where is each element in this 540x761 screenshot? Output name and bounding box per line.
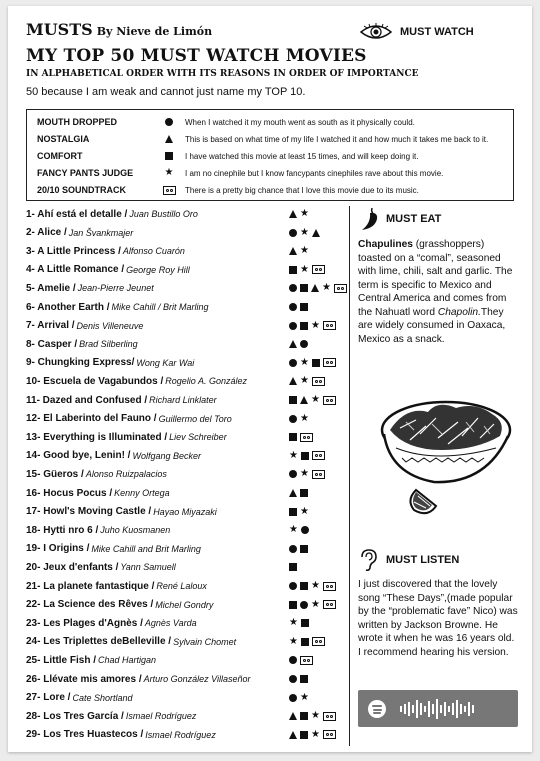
- triangle-icon: [289, 731, 297, 739]
- movie-director: Jan Švankmajer: [68, 227, 134, 238]
- triangle-icon: [289, 340, 297, 348]
- square-icon: [300, 489, 308, 497]
- movie-reason-icons: [289, 318, 336, 334]
- movie-reason-icons: [289, 411, 309, 427]
- star-icon: ★: [300, 412, 309, 424]
- movie-row: [26, 243, 346, 259]
- cassette-icon: [323, 396, 336, 405]
- movie-row: [26, 597, 346, 613]
- star-icon: ★: [311, 580, 320, 591]
- movie-reason-icons: [289, 206, 309, 222]
- ear-icon: [358, 548, 378, 572]
- triangle-icon: [289, 210, 297, 218]
- cassette-icon: [334, 284, 347, 293]
- movie-row: [26, 448, 346, 464]
- page: [8, 6, 532, 752]
- movie-director: René Laloux: [156, 581, 207, 591]
- cassette-icon: [323, 712, 336, 721]
- movie-reason-icons: [289, 578, 336, 594]
- spotify-code[interactable]: [358, 690, 518, 727]
- movie-row: [26, 504, 346, 520]
- movie-title: 29- Los Tres Huastecos /: [26, 729, 144, 741]
- spotify-code-bar: [416, 700, 418, 718]
- movie-director: Brad Silberling: [79, 339, 138, 350]
- triangle-icon: [165, 135, 173, 143]
- spotify-code-bar: [460, 704, 462, 714]
- movie-row: [26, 522, 346, 538]
- movie-title: 28- Los Tres García /: [26, 710, 124, 722]
- movie-reason-icons: [289, 597, 336, 613]
- movie-director: Sylvain Chomet: [173, 636, 237, 647]
- movie-title: 17- Howl's Moving Castle /: [26, 506, 152, 518]
- movie-row: [26, 262, 346, 278]
- cassette-icon: [163, 186, 176, 195]
- movie-title: 6- Another Earth /: [26, 301, 110, 313]
- square-icon: [289, 433, 297, 441]
- star-icon: ★: [311, 598, 320, 610]
- chili-pepper-icon: [358, 206, 380, 232]
- legend-row-soundtrack: [37, 182, 419, 198]
- star-icon: ★: [300, 468, 309, 480]
- movie-row: [26, 634, 346, 650]
- movie-row: [26, 541, 346, 557]
- movie-title: 16- Hocus Pocus /: [26, 487, 113, 499]
- movie-director: Alfonso Cuarón: [122, 246, 185, 257]
- movie-reason-icons: [289, 522, 309, 538]
- square-icon: [300, 284, 308, 292]
- movie-title: 9- Chungking Express/: [26, 357, 135, 369]
- must-listen-label: MUST LISTEN: [386, 554, 460, 566]
- dot-icon: [289, 470, 297, 478]
- spotify-code-bar: [452, 703, 454, 715]
- must-eat-bold: Chapulines: [358, 239, 413, 250]
- movie-row: [26, 615, 346, 631]
- spotify-code-bar: [464, 706, 466, 712]
- movie-director: Arturo González Villaseñor: [143, 674, 251, 684]
- movie-director: Chad Hartigan: [98, 655, 157, 666]
- movie-row: [26, 299, 346, 315]
- movie-title: 2- Alice /: [26, 227, 67, 239]
- movie-reason-icons: [289, 355, 336, 371]
- square-icon: [300, 303, 308, 311]
- square-icon: [300, 322, 308, 330]
- movie-reason-icons: [289, 373, 325, 389]
- movie-title: 8- Casper /: [26, 338, 78, 350]
- triangle-icon: [312, 229, 320, 237]
- movie-row: [26, 355, 346, 371]
- movie-title: 14- Good bye, Lenin! /: [26, 450, 131, 462]
- must-eat-italic: Chapolin.: [437, 306, 481, 318]
- chapulines-bowl-illustration: [376, 378, 516, 518]
- movie-row: [26, 466, 346, 482]
- movie-title: 21- La planete fantastique /: [26, 580, 155, 592]
- movie-title: 5- Amelie /: [26, 282, 76, 294]
- movie-title: 1- Ahí está el detalle /: [26, 208, 128, 220]
- legend-desc: I have watched this movie at least 15 times, and will keep doing it.: [185, 151, 419, 161]
- dot-icon: [165, 118, 173, 126]
- square-icon: [300, 582, 308, 590]
- movie-reason-icons: [289, 280, 347, 296]
- must-eat-label: MUST EAT: [386, 213, 442, 225]
- legend-row-fancy-pants-judge: [37, 165, 443, 181]
- dot-icon: [301, 526, 309, 534]
- dot-icon: [289, 322, 297, 330]
- movie-director: Liev Schreiber: [169, 432, 227, 443]
- square-icon: [300, 731, 308, 739]
- cassette-icon: [312, 451, 325, 460]
- dot-icon: [289, 656, 297, 664]
- movie-row: [26, 578, 346, 594]
- movie-row: [26, 411, 346, 427]
- spotify-code-bar: [432, 704, 434, 714]
- movie-reason-icons: [289, 299, 308, 315]
- movie-row: [26, 485, 346, 501]
- legend-row-comfort: [37, 148, 418, 164]
- legend-desc: I am no cinephile but I know fancypants cinephiles rave about this movie.: [185, 168, 444, 178]
- movie-reason-icons: [289, 615, 309, 631]
- spotify-code-bar: [436, 699, 438, 719]
- cassette-icon: [323, 600, 336, 609]
- movie-reason-icons: [289, 225, 320, 241]
- movie-row: [26, 652, 346, 668]
- square-icon: [300, 712, 308, 720]
- legend-key: MOUTH DROPPED: [37, 117, 118, 127]
- dot-icon: [289, 415, 297, 423]
- star-icon: ★: [300, 245, 309, 257]
- movie-row: [26, 429, 346, 445]
- legend-desc: When I watched it my mouth went as south as it physically could.: [185, 117, 415, 127]
- dot-icon: [300, 601, 308, 609]
- dot-icon: [289, 545, 297, 553]
- star-icon: ★: [300, 505, 309, 517]
- movie-row: [26, 559, 346, 575]
- movie-director: Jean-Pierre Jeunet: [77, 283, 154, 294]
- movie-director: Alonso Ruizpalacios: [85, 469, 167, 480]
- spotify-code-bar: [420, 703, 422, 715]
- movie-reason-icons: [289, 559, 297, 575]
- square-icon: [289, 563, 297, 571]
- movie-reason-icons: [289, 504, 309, 520]
- movie-title: 27- Lore /: [26, 692, 71, 704]
- dot-icon: [289, 229, 297, 237]
- movie-title: 25- Little Fish /: [26, 654, 97, 666]
- star-icon: ★: [289, 524, 298, 536]
- square-icon: [301, 638, 309, 646]
- movie-director: Rogelio A. González: [165, 376, 247, 387]
- movie-row: [26, 373, 346, 389]
- dot-icon: [289, 675, 297, 683]
- movie-director: Wolfgang Becker: [132, 450, 201, 461]
- cassette-icon: [300, 433, 313, 442]
- square-icon: [289, 508, 297, 516]
- movie-reason-icons: [289, 448, 325, 464]
- movie-row: [26, 206, 346, 222]
- movie-reason-icons: [289, 466, 325, 482]
- movie-reason-icons: [289, 708, 336, 724]
- star-icon: ★: [300, 226, 309, 238]
- movie-director: Denis Villeneuve: [76, 320, 144, 331]
- movie-director: Cate Shortland: [72, 692, 133, 703]
- star-icon: ★: [311, 394, 320, 405]
- star-icon: ★: [322, 282, 331, 294]
- dot-icon: [289, 694, 297, 702]
- spotify-logo-icon: [368, 700, 386, 718]
- square-icon: [289, 601, 297, 609]
- legend-key: 20/10 SOUNDTRACK: [37, 185, 127, 195]
- movie-reason-icons: [289, 336, 308, 352]
- star-icon: ★: [311, 710, 320, 722]
- must-eat-text-2: They are widely consumed in Oaxaca, Mexico as a snack.: [358, 306, 506, 345]
- movie-director: Juho Kuosmanen: [100, 525, 171, 536]
- movie-title: 12- El Laberinto del Fauno /: [26, 413, 157, 425]
- must-watch-label: MUST WATCH: [400, 26, 474, 38]
- cassette-icon: [323, 358, 336, 367]
- legend-desc: This is based on what time of my life I watched it and how much it takes me back to it.: [185, 134, 489, 144]
- star-icon: ★: [300, 208, 309, 219]
- movie-reason-icons: [289, 485, 308, 501]
- legend-row-nostalgia: [37, 131, 488, 147]
- dot-icon: [289, 582, 297, 590]
- square-icon: [289, 266, 297, 274]
- legend-key: COMFORT: [37, 151, 83, 161]
- spotify-code-bar: [456, 700, 458, 718]
- movie-director: Richard Linklater: [149, 395, 217, 405]
- spotify-code-bar: [428, 701, 430, 717]
- triangle-icon: [289, 247, 297, 255]
- cassette-icon: [312, 470, 325, 479]
- movie-row: [26, 708, 346, 724]
- triangle-icon: [300, 396, 308, 404]
- movie-reason-icons: [289, 262, 325, 278]
- star-icon: ★: [300, 691, 309, 703]
- spotify-code-bar: [412, 705, 414, 713]
- movie-row: [26, 727, 346, 743]
- movie-title: 20- Jeux d'enfants /: [26, 561, 119, 573]
- movie-title: 15- Güeros /: [26, 468, 84, 480]
- star-icon: ★: [311, 319, 320, 331]
- must-listen-section: [358, 548, 518, 659]
- movie-director: Guillermo del Toro: [158, 413, 232, 424]
- cassette-icon: [323, 321, 336, 330]
- cassette-icon: [312, 377, 325, 386]
- cassette-icon: [312, 637, 325, 646]
- cassette-icon: [312, 265, 325, 274]
- movie-director: Juan Bustillo Oro: [129, 209, 198, 219]
- movie-title: 22- La Science des Rêves /: [26, 599, 154, 611]
- must-eat-section: [358, 206, 518, 346]
- movie-reason-icons: [289, 727, 336, 743]
- must-watch-badge: [360, 23, 474, 41]
- movie-reason-icons: [289, 429, 313, 445]
- spotify-code-bar: [400, 706, 402, 712]
- movie-director: George Roy Hill: [126, 264, 190, 275]
- spotify-code-bar: [440, 705, 442, 713]
- dot-icon: [289, 359, 297, 367]
- movie-reason-icons: [289, 541, 308, 557]
- cassette-icon: [300, 656, 313, 665]
- movie-director: Agnès Varda: [144, 618, 197, 629]
- spotify-code-bar: [444, 702, 446, 716]
- page-title: MY TOP 50 MUST WATCH MOVIES: [26, 46, 367, 66]
- spotify-code-bar: [468, 702, 470, 716]
- brand-name: MUSTS: [26, 20, 93, 39]
- movie-director: Ismael Rodríguez: [145, 729, 216, 740]
- must-eat-text: [358, 238, 518, 346]
- spotify-code-bar: [408, 702, 410, 716]
- square-icon: [300, 545, 308, 553]
- must-eat-text-1: (grasshoppers) toasted on a “comal”, seasoned with lime, chili, salt and garlic. The term is specific to Mexico and Central America and comes from the Nahuatl word: [358, 239, 513, 318]
- spotify-code-bars: [400, 699, 474, 719]
- movie-row: [26, 671, 346, 687]
- cassette-icon: [323, 582, 336, 591]
- movie-row: [26, 225, 346, 241]
- movie-title: 10- Escuela de Vagabundos /: [26, 375, 164, 387]
- movie-title: 4- A Little Romance /: [26, 264, 125, 276]
- legend-key: FANCY PANTS JUDGE: [37, 168, 134, 178]
- movie-director: Kenny Ortega: [114, 488, 170, 498]
- legend-row-mouth-dropped: [37, 114, 415, 130]
- dot-icon: [289, 303, 297, 311]
- square-icon: [165, 152, 173, 160]
- movie-reason-icons: [289, 634, 325, 650]
- movie-row: [26, 392, 346, 408]
- triangle-icon: [289, 377, 297, 385]
- star-icon: ★: [289, 617, 298, 629]
- star-icon: ★: [289, 449, 298, 461]
- byline: By Nieve de Limón: [96, 25, 213, 38]
- movie-title: 19- I Origins /: [26, 543, 90, 555]
- page-subtitle: IN ALPHABETICAL ORDER WITH ITS REASONS IN ORDER OF IMPORTANCE: [26, 69, 419, 79]
- star-icon: ★: [300, 375, 309, 387]
- movie-row: [26, 690, 346, 706]
- square-icon: [289, 396, 297, 404]
- legend-desc: There is a pretty big chance that I love this movie due to its music.: [185, 185, 419, 195]
- legend-key: NOSTALGIA: [37, 134, 90, 144]
- square-icon: [301, 619, 309, 627]
- movie-title: 23- Les Plages d'Agnès /: [26, 617, 143, 629]
- spotify-code-bar: [472, 705, 474, 713]
- triangle-icon: [289, 489, 297, 497]
- legend-box: [26, 109, 514, 201]
- eye-icon: [360, 23, 392, 41]
- column-divider: [349, 206, 350, 746]
- triangle-icon: [311, 284, 319, 292]
- dot-icon: [289, 284, 297, 292]
- must-listen-heading: [358, 548, 518, 572]
- movie-director: Michel Gondry: [155, 599, 214, 610]
- movie-reason-icons: [289, 243, 309, 259]
- star-icon: ★: [289, 635, 298, 647]
- movie-title: 13- Everything is Illuminated /: [26, 431, 168, 443]
- triangle-icon: [289, 712, 297, 720]
- movie-director: Hayao Miyazaki: [153, 506, 217, 517]
- movie-title: 24- Les Triplettes deBelleville /: [26, 636, 172, 648]
- movie-reason-icons: [289, 392, 336, 408]
- cassette-icon: [323, 730, 336, 739]
- square-icon: [312, 359, 320, 367]
- spotify-code-bar: [448, 706, 450, 712]
- movie-director: Mike Cahill and Brit Marling: [91, 543, 201, 554]
- square-icon: [300, 675, 308, 683]
- movie-title: 11- Dazed and Confused /: [26, 394, 148, 406]
- movie-title: 3- A Little Princess /: [26, 245, 121, 257]
- movie-row: [26, 336, 346, 352]
- movie-director: Mike Cahill / Brit Marling: [111, 302, 209, 312]
- brand-header: [26, 20, 212, 39]
- must-listen-text: I just discovered that the lovely song “These Days”,(made popular by the “problematic fave” Nico) was written by Jackson Browne. He wrote it when he was 16 years old. I recommend hearing his version.: [358, 579, 518, 658]
- square-icon: [301, 452, 309, 460]
- star-icon: ★: [164, 167, 174, 178]
- movie-reason-icons: [289, 671, 308, 687]
- star-icon: ★: [311, 728, 320, 740]
- star-icon: ★: [300, 263, 309, 275]
- movie-row: [26, 318, 346, 334]
- movie-row: [26, 280, 346, 296]
- movie-director: Yann Samuell: [120, 562, 176, 573]
- movie-title: 7- Arrival /: [26, 320, 75, 332]
- star-icon: ★: [300, 356, 309, 368]
- movie-director: Ismael Rodríguez: [125, 711, 197, 722]
- movie-title: 18- Hytti nro 6 /: [26, 524, 99, 536]
- spotify-code-bar: [404, 704, 406, 714]
- spotify-code-bar: [424, 706, 426, 712]
- movie-title: 26- Llévate mis amores /: [26, 673, 142, 685]
- intro-note: 50 because I am weak and cannot just name my TOP 10.: [26, 86, 306, 98]
- movie-director: Wong Kar Wai: [136, 357, 195, 368]
- movie-reason-icons: [289, 652, 313, 668]
- must-eat-heading: [358, 206, 518, 232]
- movie-reason-icons: [289, 690, 309, 706]
- dot-icon: [300, 340, 308, 348]
